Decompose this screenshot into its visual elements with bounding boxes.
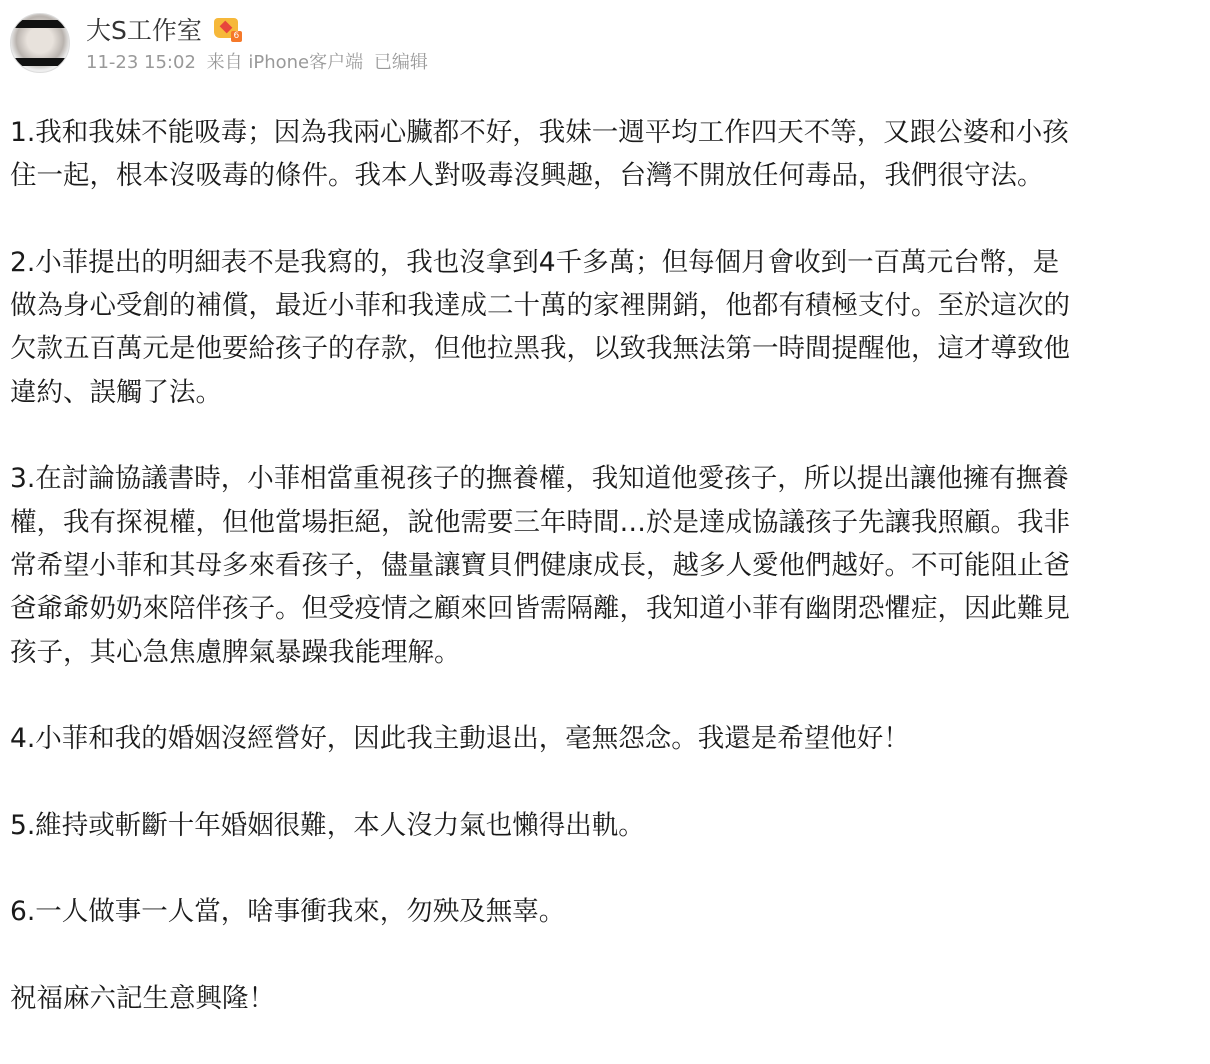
author-name[interactable]: 大S工作室 xyxy=(86,16,202,45)
name-row xyxy=(86,12,433,46)
post-source: 来自 iPhone客户端 xyxy=(206,52,364,73)
post-header xyxy=(10,12,433,74)
post-paragraph xyxy=(10,111,1070,198)
avatar[interactable] xyxy=(10,13,70,73)
post-subline xyxy=(86,48,433,74)
paragraph-line: 6.一人做事一人當，啥事衝我來，勿殃及無辜。 xyxy=(10,896,566,928)
vip-crown-icon[interactable] xyxy=(214,16,242,42)
post-paragraph xyxy=(10,241,1070,414)
paragraph-line: 做為身心受創的補償，最近小菲和我達成二十萬的家裡開銷，他都有積極支付。至於這次的 xyxy=(10,290,1070,322)
post-body xyxy=(10,111,1070,1064)
paragraph-line: 住一起，根本沒吸毒的條件。我本人對吸毒沒興趣，台灣不開放任何毒品，我們很守法。 xyxy=(10,160,1044,192)
paragraph-line: 欠款五百萬元是他要給孩子的存款，但他拉黑我，以致我無法第一時間提醒他，這才導致他 xyxy=(10,333,1070,365)
paragraph-line: 孩子，其心急焦慮脾氣暴躁我能理解。 xyxy=(10,636,461,668)
paragraph-line: 違約、誤觸了法。 xyxy=(10,376,222,408)
paragraph-line: 4.小菲和我的婚姻沒經營好，因此我主動退出，毫無怨念。我還是希望他好！ xyxy=(10,723,910,755)
post-paragraph xyxy=(10,457,1070,673)
post-paragraph xyxy=(10,890,1070,933)
paragraph-line: 權，我有探視權，但他當場拒絕，說他需要三年時間…於是達成協議孩子先讓我照顧。我非 xyxy=(10,506,1070,538)
paragraph-line: 祝福麻六記生意興隆！ xyxy=(10,982,275,1014)
post-paragraph xyxy=(10,977,1070,1020)
edited-label[interactable]: 已编辑 xyxy=(373,52,428,73)
paragraph-line: 3.在討論協議書時，小菲相當重視孩子的撫養權，我知道他愛孩子，所以提出讓他擁有撫養 xyxy=(10,463,1069,495)
paragraph-line: 2.小菲提出的明細表不是我寫的，我也沒拿到4千多萬；但每個月會收到一百萬元台幣，是 xyxy=(10,246,1060,278)
post-paragraph xyxy=(10,717,1070,760)
vip-level-badge: 6 xyxy=(231,31,242,42)
post-timestamp[interactable]: 11-23 15:02 xyxy=(86,52,196,73)
paragraph-line: 5.維持或斬斷十年婚姻很難，本人沒力氣也懶得出軌。 xyxy=(10,809,645,841)
post-paragraph xyxy=(10,804,1070,847)
paragraph-line: 1.我和我妹不能吸毒；因為我兩心臟都不好，我妹一週平均工作四天不等，又跟公婆和小孩 xyxy=(10,117,1069,148)
paragraph-line: 常希望小菲和其母多來看孩子，儘量讓寶貝們健康成長，越多人愛他們越好。不可能阻止爸 xyxy=(10,549,1070,581)
paragraph-line: 爸爺爺奶奶來陪伴孩子。但受疫情之顧來回皆需隔離，我知道小菲有幽閉恐懼症，因此難見 xyxy=(10,593,1070,625)
post-meta xyxy=(86,12,433,74)
